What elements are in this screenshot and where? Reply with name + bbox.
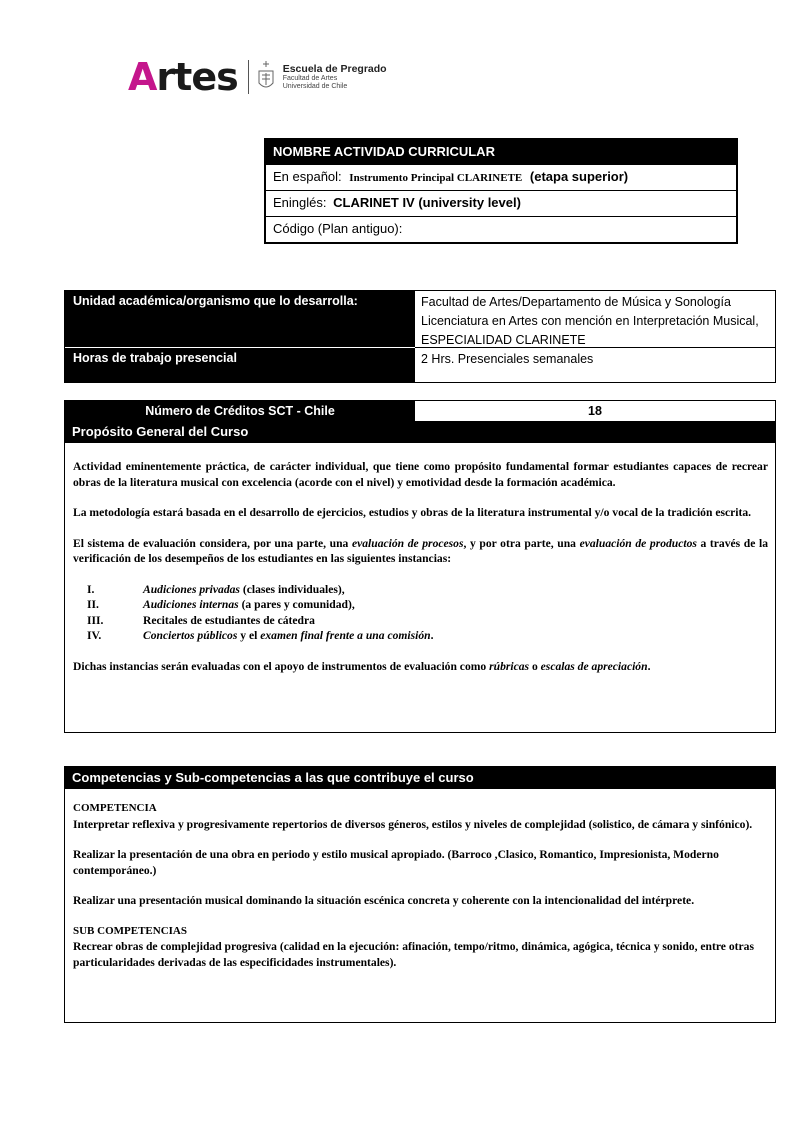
p3-italic-products: evaluación de productos — [579, 536, 697, 550]
spanish-label: En español: — [273, 169, 342, 184]
credits-row — [65, 401, 775, 421]
p4-italic-rubrics: rúbricas — [489, 659, 530, 673]
logo-letters-rest: rtes — [156, 55, 238, 99]
spanish-suffix: (etapa superior) — [529, 169, 629, 184]
p3-italic-processes: evaluación de procesos — [351, 536, 464, 550]
academic-unit-table — [64, 290, 776, 383]
competency-item-2: Realizar la presentación de una obra en periodo y estilo musical apropiado. (Barroco ,Clasico, Romantico, Impresionista, Moderno contemporáneo.) — [73, 848, 719, 877]
list-item — [73, 628, 768, 644]
logo-letter-a: A — [128, 55, 157, 99]
sub-competency-item-1: Recrear obras de complejidad progresiva (calidad en la ejecución: afinación, tempo/ritmo, dinámica, agógica, técnica y sonido, entre otras particularidades derivadas de las especificidades instrumentales). — [73, 940, 754, 969]
competency-item-3: Realizar una presentación musical dominando la situación escénica concreta y coherente con la intencionalidad del intérprete. — [73, 894, 695, 907]
list-item-rest: Recitales de estudiantes de cátedra — [143, 613, 315, 627]
credits-value: 18 — [588, 404, 602, 418]
list-item-italic: Audiciones internas — [143, 598, 239, 611]
list-item-number: III. — [87, 613, 104, 627]
academic-unit-label: Unidad académica/organismo que lo desarrolla: — [65, 291, 415, 347]
university-seal-icon — [255, 59, 277, 95]
academic-unit-value: Facultad de Artes/Departamento de Música y Sonología Licenciatura en Artes con mención en Interpretación Musical, ESPECIALIDAD CLARINETE — [421, 295, 759, 347]
list-item — [73, 582, 768, 598]
english-label: Eninglés: — [273, 195, 327, 210]
competency-block — [73, 801, 769, 832]
purpose-paragraph-3 — [73, 536, 768, 567]
list-item-italic: Audiciones privadas — [143, 582, 240, 596]
activity-english-row — [266, 190, 736, 216]
list-item-italic-2: examen final frente a una comisión — [260, 629, 431, 642]
list-item — [73, 597, 768, 613]
english-value: CLARINET IV (university level) — [333, 195, 521, 210]
competencies-header: Competencias y Sub-competencias a las que contribuye el curso — [65, 767, 775, 789]
spanish-value: Instrumento Principal CLARINETE — [349, 172, 523, 184]
activity-spanish-row — [266, 164, 736, 190]
p4-text-e: . — [647, 659, 651, 673]
competencies-table — [64, 766, 776, 1023]
sub-competency-title: SUB COMPETENCIAS — [73, 924, 187, 937]
p4-text-c: o — [529, 659, 541, 673]
p4-italic-scales: escalas de apreciación — [540, 659, 648, 673]
list-item-text — [143, 628, 768, 644]
competency-title: COMPETENCIA — [73, 802, 157, 814]
credits-purpose-table — [64, 400, 776, 733]
competency-item-1: Interpretar reflexiva y progresivamente repertorios de diversos géneros, estilos y niveles de complejidad (solistico, de cámara y sinfónico). — [73, 817, 753, 831]
activity-code-row — [266, 216, 736, 242]
logo-divider — [248, 60, 249, 94]
logo-university-name: Universidad de Chile — [282, 82, 348, 90]
p3-text-e: a través de la verificación de los desempeños de los estudiantes en las siguientes instancias: — [73, 536, 769, 565]
list-item — [73, 613, 768, 629]
list-item-rest: (clases individuales), — [239, 582, 345, 596]
list-item-rest-2: . — [430, 629, 434, 642]
list-item-italic: Conciertos públicos — [143, 629, 238, 642]
sub-competency-block — [73, 924, 769, 971]
competencies-body — [65, 789, 775, 970]
list-item-text — [143, 613, 768, 629]
logo-school-name: Escuela de Pregrado — [282, 63, 387, 76]
activity-name-table — [264, 138, 738, 244]
purpose-paragraph-4 — [73, 659, 768, 675]
purpose-body — [65, 443, 775, 674]
list-item-rest: y el — [237, 629, 261, 642]
logo-wordmark — [128, 55, 238, 99]
code-label: Código (Plan antiguo): — [273, 221, 403, 236]
p3-text-c: , y por otra parte, una — [463, 536, 580, 550]
logo-faculty-name: Facultad de Artes — [282, 75, 338, 83]
purpose-header: Propósito General del Curso — [65, 421, 775, 443]
list-item-rest: (a pares y comunidad), — [238, 598, 355, 611]
logo-text — [283, 64, 387, 90]
contact-hours-value: 2 Hrs. Presenciales semanales — [415, 347, 775, 382]
list-item-number: II. — [87, 598, 99, 611]
credits-label: Número de Créditos SCT - Chile — [65, 401, 415, 421]
purpose-paragraph-1: Actividad eminentemente práctica, de carácter individual, que tiene como propósito fundamental formar estudiantes capaces de recrear obras de la literatura musical con excelencia (acorde con el nivel) y emotividad desde la formación académica. — [73, 460, 768, 489]
contact-hours-label: Horas de trabajo presencial — [65, 347, 415, 382]
list-item-text — [143, 582, 768, 598]
evaluation-instances-list — [73, 582, 768, 644]
list-item-text — [143, 597, 768, 613]
purpose-paragraph-2: La metodología estará basada en el desarrollo de ejercicios, estudios y obras de la literatura instrumental y/o vocal de la tradición escrita. — [73, 506, 752, 519]
p4-text-a: Dichas instancias serán evaluadas con el apoyo de instrumentos de evaluación como — [73, 659, 490, 673]
institution-logo — [128, 56, 387, 98]
list-item-number: I. — [87, 582, 95, 596]
p3-text-a: El sistema de evaluación considera, por una parte, una — [73, 536, 352, 550]
activity-name-header: NOMBRE ACTIVIDAD CURRICULAR — [266, 140, 736, 164]
list-item-number: IV. — [87, 629, 102, 642]
